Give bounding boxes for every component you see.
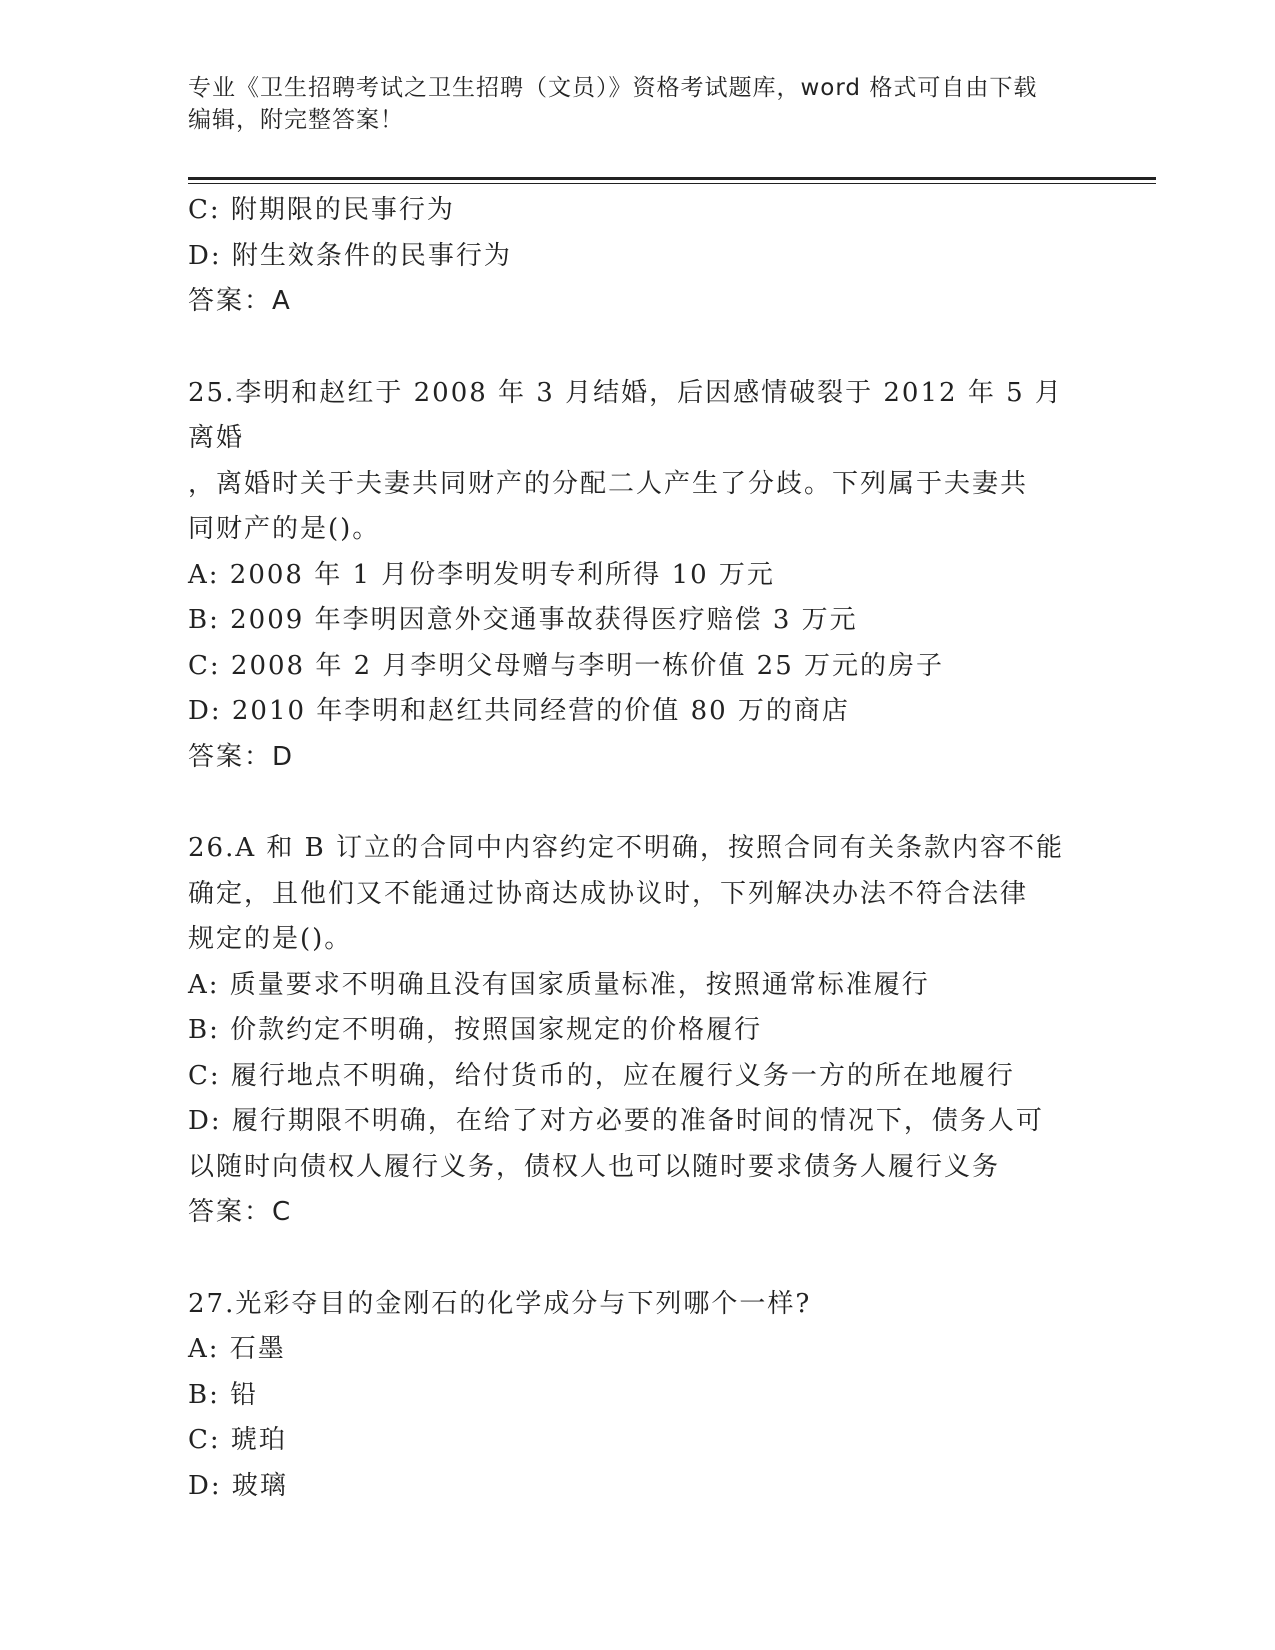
question-27 (188, 1282, 1088, 1510)
option-d: D: 玻璃 (188, 1470, 288, 1501)
answer-line: 答案：D (188, 741, 295, 772)
question-stem-line: 规定的是()。 (188, 924, 353, 954)
question-stem-line: 25.李明和赵红于 2008 年 3 月结婚，后因感情破裂于 2012 年 5 月离婚 (188, 377, 1063, 453)
option-d-continued: 以随时向债权人履行义务，债权人也可以随时要求债务人履行义务 (188, 1151, 1001, 1182)
document-body (188, 188, 1088, 1509)
question-stem-line: 26.A 和 B 订立的合同中内容约定不明确，按照合同有关条款内容不能 (188, 833, 1065, 863)
option-b: B: 铅 (188, 1379, 259, 1410)
option-c: C: 履行地点不明确，给付货币的，应在履行义务一方的所在地履行 (188, 1060, 1015, 1091)
question-stem-line: ，离婚时关于夫妻共同财产的分配二人产生了分歧。下列属于夫妻共 (188, 468, 1029, 499)
spacer (188, 1236, 1088, 1282)
option-c: C: 2008 年 2 月李明父母赠与李明一栋价值 25 万元的房子 (188, 650, 945, 681)
question-25 (188, 371, 1088, 781)
option-d: D: 附生效条件的民事行为 (188, 240, 512, 271)
option-a: A: 2008 年 1 月份李明发明专利所得 10 万元 (188, 559, 775, 590)
header-rule-thin (188, 183, 1156, 184)
option-c: C: 琥珀 (188, 1425, 287, 1455)
option-c: C: 附期限的民事行为 (188, 195, 455, 225)
question-stem-line: 同财产的是()。 (188, 514, 381, 544)
spacer (188, 780, 1088, 826)
option-d: D: 履行期限不明确，在给了对方必要的准备时间的情况下，债务人可 (188, 1106, 1044, 1136)
spacer (188, 325, 1088, 371)
header-line-1: 专业《卫生招聘考试之卫生招聘（文员）》资格考试题库，word 格式可自由下载 (188, 75, 1038, 101)
header-rule-thick (188, 177, 1156, 180)
question-26 (188, 826, 1088, 1236)
option-b: B: 价款约定不明确，按照国家规定的价格履行 (188, 1015, 763, 1045)
option-a: A: 质量要求不明确且没有国家质量标准，按照通常标准履行 (188, 969, 930, 1000)
page-header (188, 72, 1068, 136)
option-a: A: 石墨 (188, 1334, 286, 1364)
option-b: B: 2009 年李明因意外交通事故获得医疗赔偿 3 万元 (188, 605, 858, 635)
question-stem-line: 27.光彩夺目的金刚石的化学成分与下列哪个一样? (188, 1288, 812, 1319)
answer-line: 答案：A (188, 286, 292, 316)
answer-line: 答案：C (188, 1197, 293, 1227)
option-d: D: 2010 年李明和赵红共同经营的价值 80 万的商店 (188, 696, 850, 726)
question-stem-line: 确定，且他们又不能通过协商达成协议时，下列解决办法不符合法律 (188, 878, 1029, 909)
continued-question (188, 188, 1088, 325)
header-line-2: 编辑，附完整答案！ (188, 107, 404, 133)
